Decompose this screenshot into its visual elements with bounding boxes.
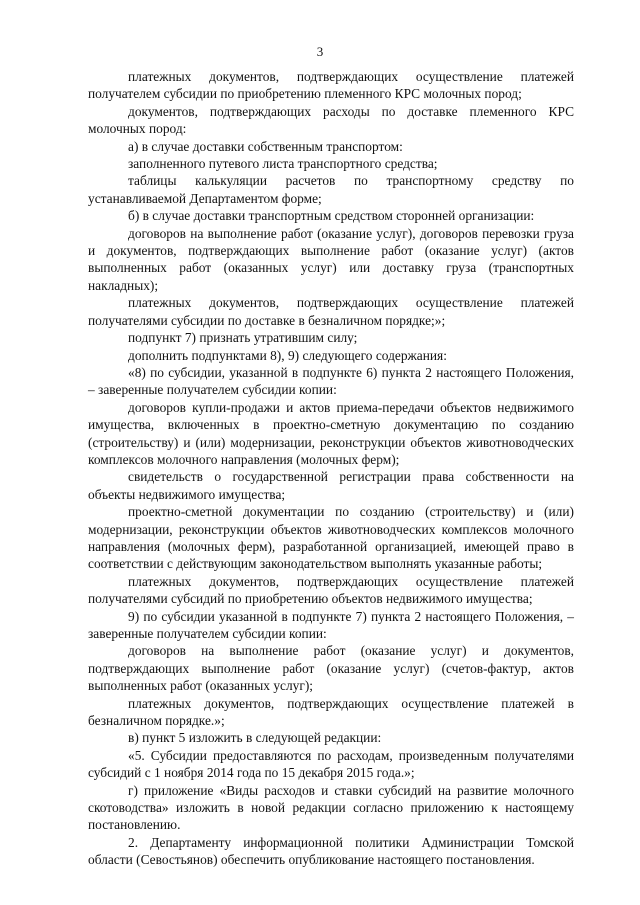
paragraph: таблицы калькуляции расчетов по транспортному средству по устанавливаемой Департаментом форме;	[88, 173, 574, 206]
paragraph: платежных документов, подтверждающих осуществление платежей получателями субсидий по приобретению объектов недвижимого имущества;	[88, 573, 574, 607]
paragraph: б) в случае доставки транспортным средством сторонней организации:	[128, 208, 535, 224]
paragraph: свидетельств о государственной регистрации права собственности на объекты недвижимого имущества;	[88, 469, 574, 502]
paragraph: г) приложение «Виды расходов и ставки субсидий на развитие молочного скотоводства» изложить в новой редакции согласно приложению к настоящему постановлению.	[88, 782, 574, 833]
paragraph: в) пункт 5 изложить в следующей редакции:	[128, 730, 382, 746]
paragraph: платежных документов, подтверждающих осуществление платежей получателями субсидии по доставке в безналичном порядке;»;	[88, 295, 574, 328]
paragraph: проектно-сметной документации по созданию (строительству) и (или) модернизации, реконструкции объектов животноводческих комплексов молочного направления (молочных ферм), разработанной организацией, имеющей право в соответствии с действующим законодательством выполнять указанные работы;	[88, 504, 574, 572]
paragraph: дополнить подпунктами 8), 9) следующего содержания:	[128, 347, 447, 363]
page-number: 3	[316, 44, 324, 59]
paragraph: а) в случае доставки собственным транспортом:	[128, 138, 403, 154]
paragraph: 2. Департаменту информационной политики Администрации Томской области (Севостьянов) обеспечить опубликование настоящего постановления.	[88, 834, 574, 868]
paragraph: платежных документов, подтверждающих осуществление платежей в безналичном порядке.»;	[88, 695, 574, 729]
paragraph: договоров на выполнение работ (оказание услуг), договоров перевозки груза и документов, подтверждающих выполнение работ (оказание услуг) (актов выполненных работ (оказанных услуг) или доставку груза (транспортных накладных);	[88, 225, 574, 293]
paragraph: документов, подтверждающих расходы по доставке племенного КРС молочных пород:	[88, 103, 574, 137]
paragraph: платежных документов, подтверждающих осуществление платежей получателем субсидии по приобретению племенного КРС молочных пород;	[88, 69, 574, 102]
paragraph: «8) по субсидии, указанной в подпункте 6) пункта 2 настоящего Положения, – заверенные получателем субсидии копии:	[88, 364, 574, 398]
paragraph: договоров на выполнение работ (оказание услуг) и документов, подтверждающих выполнение работ (оказание услуг) (счетов-фактур, актов выполненных работ (оказанных услуг);	[88, 643, 574, 694]
document-body	[88, 68, 574, 869]
paragraph: заполненного путевого листа транспортного средства;	[128, 156, 438, 172]
paragraph: договоров купли-продажи и актов приема-передачи объектов недвижимого имущества, включенных в проектно-сметную документацию по созданию (строительству) и (или) модернизации, реконструкции объектов животноводческих комплексов молочного направления (молочных ферм);	[88, 399, 574, 467]
paragraph: «5. Субсидии предоставляются по расходам, произведенным получателями субсидий с 1 ноября 2014 года по 15 декабря 2015 года.»;	[88, 747, 574, 781]
paragraph: 9) по субсидии указанной в подпункте 7) пункта 2 настоящего Положения, – заверенные получателем субсидии копии:	[88, 608, 574, 641]
paragraph: подпункт 7) признать утратившим силу;	[128, 330, 358, 346]
